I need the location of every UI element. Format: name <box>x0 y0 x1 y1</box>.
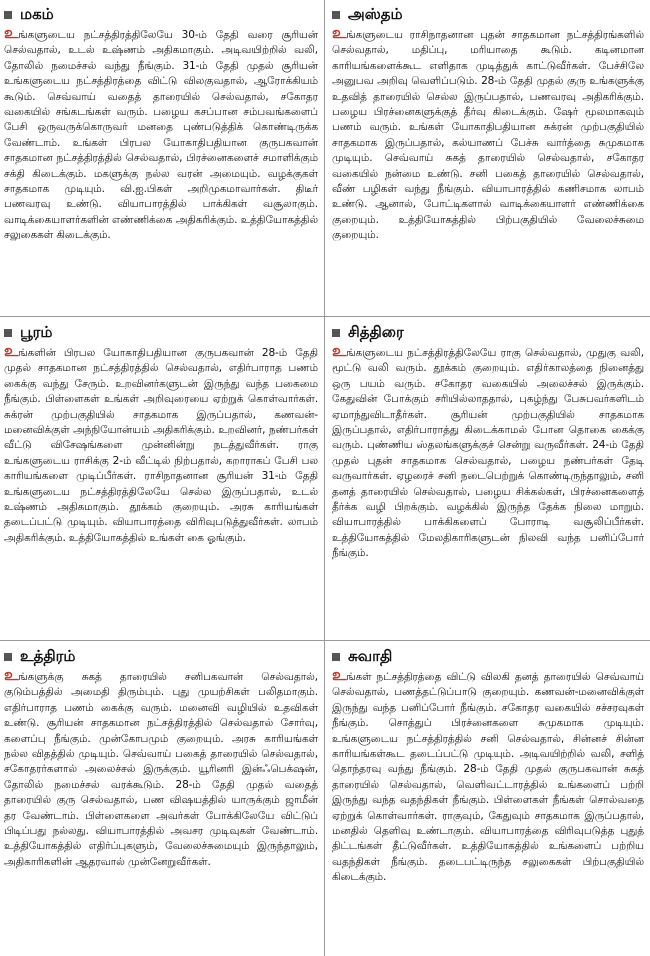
section-astham <box>332 2 644 314</box>
section-swathi <box>332 644 644 954</box>
section-header <box>332 320 644 346</box>
section-magam <box>4 2 318 314</box>
row-divider-left-2 <box>0 640 324 641</box>
section-header <box>332 644 644 670</box>
row-divider-left-1 <box>0 316 324 317</box>
drop-cap: உ <box>4 665 19 684</box>
section-uthiram <box>4 644 318 954</box>
section-title: சித்திரை <box>348 323 404 341</box>
square-bullet-icon <box>332 329 340 337</box>
body-text: ங்களுடைய நட்சத்திரத்திலேயே ராகு செல்வதால், முதுகு வலி, மூட்டு வலி வரும். தூக்கம் குறையும். எதிர்காலத்தை நினைத்து ஒரு பயம் வரும். சகோதர வகையில் அலைச்சல் இருக்கும். கேதுவின் போக்கும் சரியில்லாததால், புகழ்ந்து பேசுபவர்களிடம் ஏமாந்துவிடாதீர்கள். சூரியன் முற்பகுதியில் சாதகமாக இருப்பதால், எதிர்பாராத்து கிடைக்காமல் போன தொகை கைக்கு வரும். புண்ணிய ஸ்தலங்களுக்குச் சென்று வருவீர்கள். 24-ம் தேதி முதல் புதன் சாதகமாக செல்வதால், பழைய நண்பர்கள் தேடி வருவார்கள். ஏழரைச் சனி நடைபெற்றுக் கொண்டிருந்தாலும், சனி தனத் தாரையில் செல்வதால், பழைய சிக்கல்கள், பிரச்னைகளைத் தீர்க்க வழி பிறக்கும். வழக்கில் இருந்த தேக்க நிலை மாறும். வியாபாரத்தில் பாக்கிகளைப் போராடி வசூலிப்பீர்கள். உத்தியோகத்தில் மேலதிகாரிகளுடன் நிலவி வந்த பனிப்போர் நீங்கும். <box>332 347 644 560</box>
body-text: ங்களுடைய நட்சத்திரத்திலேயே 30-ம் தேதி வரை சூரியன் செல்வதால், உடல் உஷ்ணம் அதிகமாகும். அடிவயிற்றில் வலி, தோலில் நமைச்சல் வந்து நீங்கும். 31-ம் தேதி முதல் சூரியன் உங்களுடைய நட்சத்திரத்தை விட்டு விலகுவதால், ஆரோக்கியம் கூடும். செவ்வாய் வதைத் தாரையில் செல்வதால், சகோதர வகையில் சங்கடங்கள் வரும். பழைய கசப்பான சம்பவங்களைப் பேசி ஒருவருக்கொருவர் மனதை புண்படுத்திக் கொண்டிருக்க வேண்டாம். உங்கள் பிரபல யோகாதிபதியான குருபகவான் சாதகமான நட்சத்திரத்தில் செல்வதால், பிரச்னைகளைச் சமாளிக்கும் சக்தி கிடைக்கும். மகளுக்கு நல்ல வரன் அமையும். வழக்குகள் சாதகமாக முடியும். வி.ஐ.பிகள் அறிமுகமாவார்கள். திடீர் பணவரவு உண்டு. வியாபாரத்தில் பாக்கிகள் வசூலாகும். வாடிக்கையாளர்களின் எண்ணிக்கை அதிகரிக்கும். உத்தியோகத்தில் சலுகைகள் கிடைக்கும். <box>4 29 318 242</box>
section-title: மகம் <box>20 5 54 23</box>
section-body <box>332 665 644 886</box>
square-bullet-icon <box>4 11 12 19</box>
section-header <box>4 644 318 670</box>
section-body <box>332 23 644 244</box>
section-pooram <box>4 320 318 638</box>
section-header <box>332 2 644 28</box>
body-text: ங்களுக்கு சுகத் தாரையில் சனிபகவான் செல்வதால், குடும்பத்தில் அமைதி திரும்பும். புது முயற்சிகள் பலிதமாகும். எதிர்பாராத பணம் கைக்கு வரும். மனைவி வழியில் உதவிகள் உண்டு. சூரியன் சாதகமான நட்சத்திரத்தில் செல்வதால் சோர்வு, களைப்பு நீங்கும். முன்கோபமும் குறையும். அரசு காரியங்கள் நல்ல விதத்தில் முடியும். செவ்வாய் பகைத் தாரையில் செல்வதால், சகோதரர்களால் அலைச்சல் இருக்கும். யூரினரி இன்ஃபெக்‌ஷன், தோலில் நமைச்சல் வரக்கூடும். 28-ம் தேதி முதல் வதைத் தாரையில் குரு செல்வதால், பண விஷயத்தில் யாருக்கும் ஜாமீன் தர வேண்டாம். பிள்ளைகளை அவர்கள் போக்கிலேயே விட்டுப் பிடிப்பது நல்லது. வியாபாரத்தில் அவசர முடிவுகள் வேண்டாம். உத்தியோகத்தில் எதிர்ப்புகளும், வேலைச்சுமையும் இருந்தாலும், அதிகாரிகளின் ஆதரவால் முன்னேறுவீர்கள். <box>4 671 318 868</box>
drop-cap: உ <box>332 341 347 360</box>
section-title: பூரம் <box>20 323 53 341</box>
section-body <box>4 23 318 244</box>
section-body <box>332 341 644 562</box>
drop-cap: உ <box>332 665 347 684</box>
section-title: சுவாதி <box>348 647 393 665</box>
drop-cap: உ <box>332 23 347 42</box>
square-bullet-icon <box>4 653 12 661</box>
column-divider <box>324 0 325 956</box>
square-bullet-icon <box>332 11 340 19</box>
drop-cap: உ <box>4 341 19 360</box>
section-title: உத்திரம் <box>20 647 76 665</box>
section-header <box>4 2 318 28</box>
square-bullet-icon <box>332 653 340 661</box>
section-chithirai <box>332 320 644 638</box>
body-text: ங்களின் பிரபல யோகாதிபதியான குருபகவான் 28-ம் தேதி முதல் சாதகமான நட்சத்திரத்தில் செல்வதால், எதிர்பாராத பணம் கைக்கு வந்து சேரும். உறவினர்களுடன் இருந்து வந்த பகைமை நீங்கும். பிள்ளைகள் உங்கள் அறிவுரையை ஏற்றுக் கொள்வார்கள். சுக்ரன் முற்பகுதியில் சாதகமாக இருப்பதால், கணவன்-மனைவிக்குள் அந்நியோன்யம் அதிகரிக்கும். உறவினர், நண்பர்கள் வீட்டு விசேஷங்களை முன்னின்று நடத்துவீர்கள். ராகு உங்களுடைய ராசிக்கு 2-ம் வீட்டில் நிற்பதால், கறாராகப் பேசி பல காரியங்களை முடிப்பீர்கள். ராசிநாதனான சூரியன் 31-ம் தேதி உங்களுடைய நட்சத்திரத்திலேயே செல்ல இருப்பதால், உடல் உஷ்ணம் அதிகமாகும். தூக்கம் குறையும். அரசு காரியங்கள் தடைப்பட்டு முடியும். வியாபாரத்தை விரிவுபடுத்துவீர்கள். லாபம் அதிகரிக்கும். உத்தியோகத்தில் உங்கள் கை ஓங்கும். <box>4 347 318 544</box>
square-bullet-icon <box>4 329 12 337</box>
row-divider-right-2 <box>325 640 650 641</box>
body-text: ங்கள் நட்சத்திரத்தை விட்டு விலகி தனத் தாரையில் செவ்வாய் செல்வதால், பணத்தட்டுப்பாடு குறையும். கணவன்-மனைவிக்குள் இருந்து வந்த பனிப்போர் நீங்கும். சகோதர வகையில் சச்சரவுகள் நீங்கும். சொத்துப் பிரச்னைகளை சுமுகமாக முடியும். உங்களுடைய நட்சத்திரத்தில் சனி செல்வதால், சின்னச் சின்ன காரியங்கள்கூட தடைப்பட்டு முடியும். அடிவயிற்றில் வலி, சளித் தொந்தரவு வந்து நீங்கும். 28-ம் தேதி முதல் குருபகவான் சுகத் தாரையில் செல்வதால், வெளிவட்டாரத்தில் உங்களைப் பற்றி இருந்து வந்த வதந்திகள் நீங்கும். பிள்ளைகள் நீங்கள் சொல்வதை ஏற்றுக் கொள்வார்கள். ராகுவும், கேதுவும் சாதகமாக இருப்பதால், மனதில் தெளிவு உண்டாகும். வியாபாரத்தை விரிவுபடுத்த புதுத் திட்டங்கள் தீட்டுவீர்கள். உத்தியோகத்தில் உங்களைப் பற்றிய வதந்திகள் நீங்கும். தடைபட்டிருந்த சலுகைகள் பிற்பகுதியில் கிடைக்கும். <box>332 671 644 884</box>
section-body <box>4 341 318 546</box>
row-divider-right-1 <box>325 316 650 317</box>
drop-cap: உ <box>4 23 19 42</box>
section-body <box>4 665 318 870</box>
section-title: அஸ்தம் <box>348 5 403 23</box>
section-header <box>4 320 318 346</box>
body-text: ங்களுடைய ராசிநாதனான புதன் சாதகமான நட்சத்திரங்களில் செல்வதால், மதிப்பு, மரியாதை கூடும். கடினமான காரியங்களைக்கூட எளிதாக முடித்துக் காட்டுவீர்கள். பேச்சிலே அனுபவ அறிவு வெளிப்படும். 28-ம் தேதி முதல் குரு உங்களுக்கு உதவித் தாரையில் செல்ல இருப்பதால், பணவரவு அதிகரிக்கும். பழைய பிரச்னைகளுக்குத் தீர்வு கிடைக்கும். ஷேர் மூலமாகவும் பணம் வரும். உங்கள் யோகாதிபதியான சுக்ரன் முற்பகுதியில் சாதகமாக இருப்பதால், கல்யாணப் பேச்சு வார்த்தை சுமுகமாக முடியும். செவ்வாய் சுகத் தாரையில் செல்வதால், சகோதர வகையில் நன்மை உண்டு. சனி பகைத் தாரையில் செல்வதால், வீண் பழிகள் வந்து நீங்கும். வியாபாரத்தில் கணிசமாக லாபம் உண்டு. ஆனால், போட்டிகளால் வாடிக்கையாளர் எண்ணிக்கை குறையும். உத்தியோகத்தில் பிற்பகுதியில் வேலைச்சுமை குறையும். <box>332 29 644 242</box>
